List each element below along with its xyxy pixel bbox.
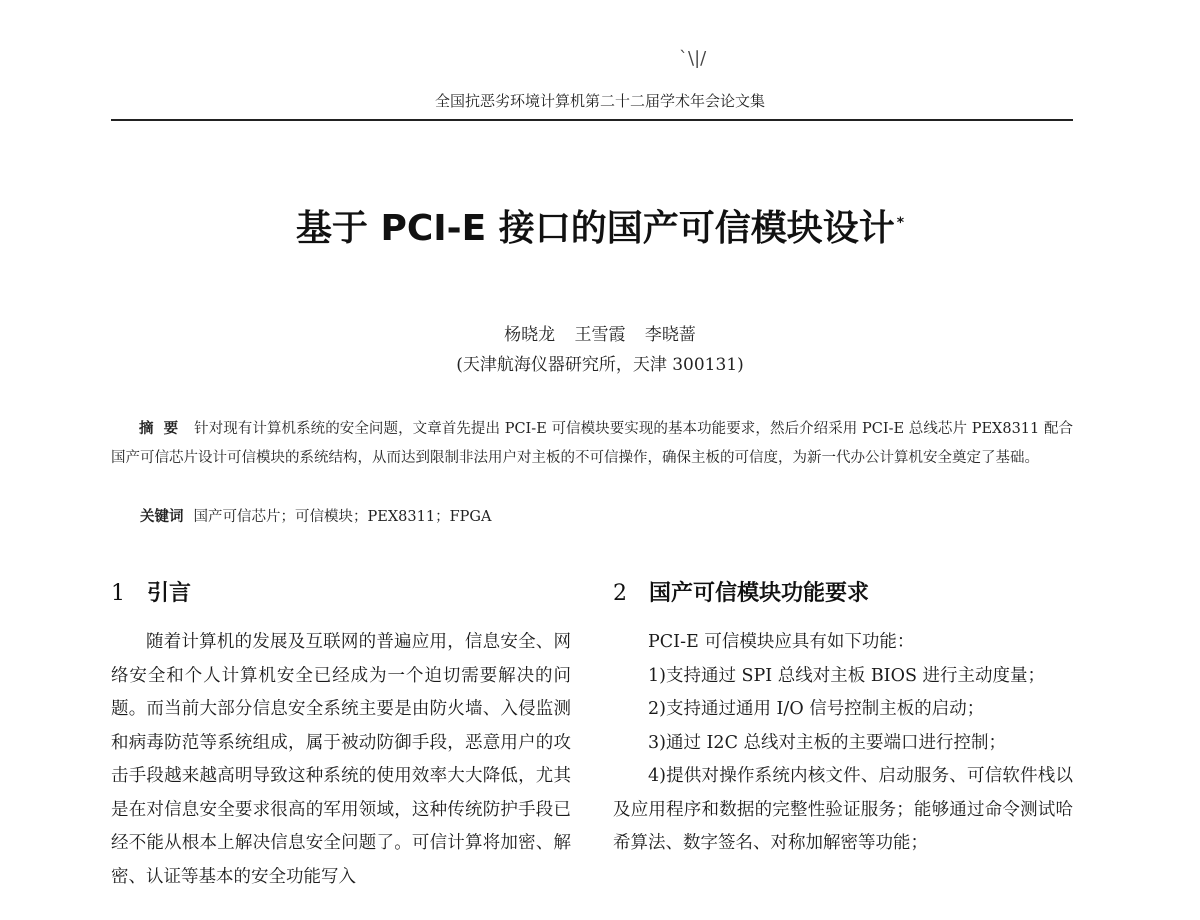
section-1-heading — [111, 576, 571, 612]
requirement-item: 2)支持通过通用 I/O 信号控制主板的启动； — [648, 699, 985, 719]
header-rule — [111, 119, 1073, 121]
abstract-label: 摘要 — [139, 421, 189, 437]
page-mark: ˋ\|/ — [679, 48, 707, 69]
keywords-text: 国产可信芯片；可信模块；PEX8311；FPGA — [193, 509, 492, 525]
section-2-intro: PCI-E 可信模块应具有如下功能： — [648, 632, 915, 652]
section-1-number: 1 — [111, 581, 125, 606]
requirement-item: 1)支持通过 SPI 总线对主板 BIOS 进行主动度量； — [648, 665, 1045, 686]
section-1 — [111, 576, 571, 894]
paper-title — [0, 200, 1200, 251]
section-2-title: 国产可信模块功能要求 — [649, 581, 870, 606]
paper-title-text: 基于 PCI-E 接口的国产可信模块设计 — [295, 208, 895, 249]
authors: 杨晓龙 王雪霞 李晓蔷 — [504, 325, 696, 345]
section-2-number: 2 — [613, 581, 627, 606]
section-2-heading — [613, 576, 1073, 612]
requirement-item: 4)提供对操作系统内核文件、启动服务、可信软件栈以及应用程序和数据的完整性验证服务；能够通过命令测试哈希算法、数字签名、对称加解密等功能； — [613, 766, 1073, 853]
keywords-label: 关键词 — [140, 509, 184, 525]
title-footnote-mark: * — [896, 215, 905, 231]
running-header: 全国抗恶劣环境计算机第二十二届学术年会论文集 — [434, 92, 765, 110]
abstract-text: 针对现有计算机系统的安全问题，文章首先提出 PCI-E 可信模块要实现的基本功能要求，然后介绍采用 PCI-E 总线芯片 PEX8311 配合国产可信芯片设计可信模块的系统结构，从而达到限制非法用户对主板的不可信操作，确保主板的可信度，为新一代办公计算机安全奠定了基础。 — [111, 421, 1074, 466]
section-1-paragraph: 随着计算机的发展及互联网的普遍应用，信息安全、网络安全和个人计算机安全已经成为一个迫切需要解决的问题。而当前大部分信息安全系统主要是由防火墙、入侵监测和病毒防范等系统组成，属于被动防御手段，恶意用户的攻击手段越来越高明导致这种系统的使用效率大大降低，尤其是在对信息安全要求很高的军用领域，这种传统防护手段已经不能从根本上解决信息安全问题了。可信计算将加密、解密、认证等基本的安全功能写入 — [111, 632, 571, 887]
section-2 — [613, 576, 1073, 861]
abstract — [111, 415, 1073, 473]
keywords — [140, 505, 491, 526]
section-1-title: 引言 — [147, 581, 192, 606]
requirement-item: 3)通过 I2C 总线对主板的主要端口进行控制； — [648, 732, 1007, 753]
affiliation: (天津航海仪器研究所，天津 300131) — [456, 355, 744, 375]
